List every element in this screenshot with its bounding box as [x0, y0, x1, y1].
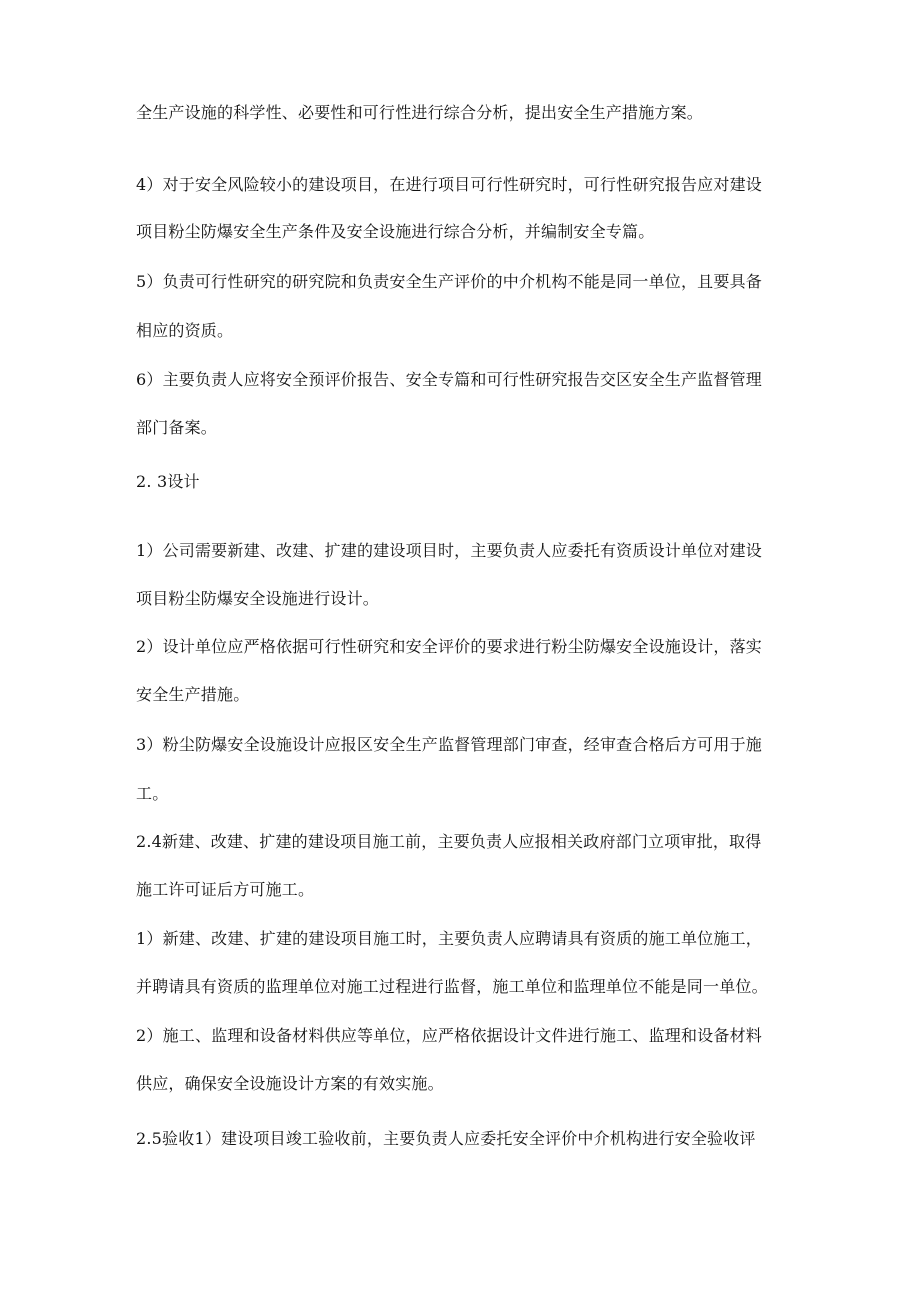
section-heading: 2. 3设计 [136, 472, 200, 491]
text-line: 3）粉尘防爆安全设施设计应报区安全生产监督管理部门审查，经审查合格后方可用于施 [136, 735, 762, 754]
text-line: 全生产设施的科学性、必要性和可行性进行综合分析，提出安全生产措施方案。 [136, 103, 704, 122]
text-line: 相应的资质。 [136, 321, 234, 340]
text-line: 安全生产措施。 [136, 685, 250, 704]
text-line: 5）负责可行性研究的研究院和负责安全生产评价的中介机构不能是同一单位，且要具备 [136, 272, 762, 291]
text-line: 2.4新建、改建、扩建的建设项目施工前，主要负责人应报相关政府部门立项审批，取得 [136, 832, 762, 851]
text-line: 2.5验收1）建设项目竣工验收前，主要负责人应委托安全评价中介机构进行安全验收评 [136, 1129, 756, 1148]
text-line: 工。 [136, 784, 169, 803]
text-line: 项目粉尘防爆安全设施进行设计。 [136, 589, 380, 608]
text-line: 部门备案。 [136, 418, 218, 437]
text-line: 4）对于安全风险较小的建设项目，在进行项目可行性研究时，可行性研究报告应对建设 [136, 175, 762, 194]
text-line: 1）公司需要新建、改建、扩建的建设项目时，主要负责人应委托有资质设计单位对建设 [136, 541, 762, 560]
text-line: 1）新建、改建、扩建的建设项目施工时，主要负责人应聘请具有资质的施工单位施工， [136, 929, 762, 948]
text-line: 项目粉尘防爆安全生产条件及安全设施进行综合分析，并编制安全专篇。 [136, 222, 655, 241]
text-line: 6）主要负责人应将安全预评价报告、安全专篇和可行性研究报告交区安全生产监督管理 [136, 370, 762, 389]
text-line: 施工许可证后方可施工。 [136, 880, 315, 899]
text-line: 并聘请具有资质的监理单位对施工过程进行监督，施工单位和监理单位不能是同一单位。 [136, 977, 768, 996]
text-line: 2）施工、监理和设备材料供应等单位，应严格依据设计文件进行施工、监理和设备材料 [136, 1026, 762, 1045]
text-line: 供应，确保安全设施设计方案的有效实施。 [136, 1074, 444, 1093]
text-line: 2）设计单位应严格依据可行性研究和安全评价的要求进行粉尘防爆安全设施设计，落实 [136, 637, 762, 656]
